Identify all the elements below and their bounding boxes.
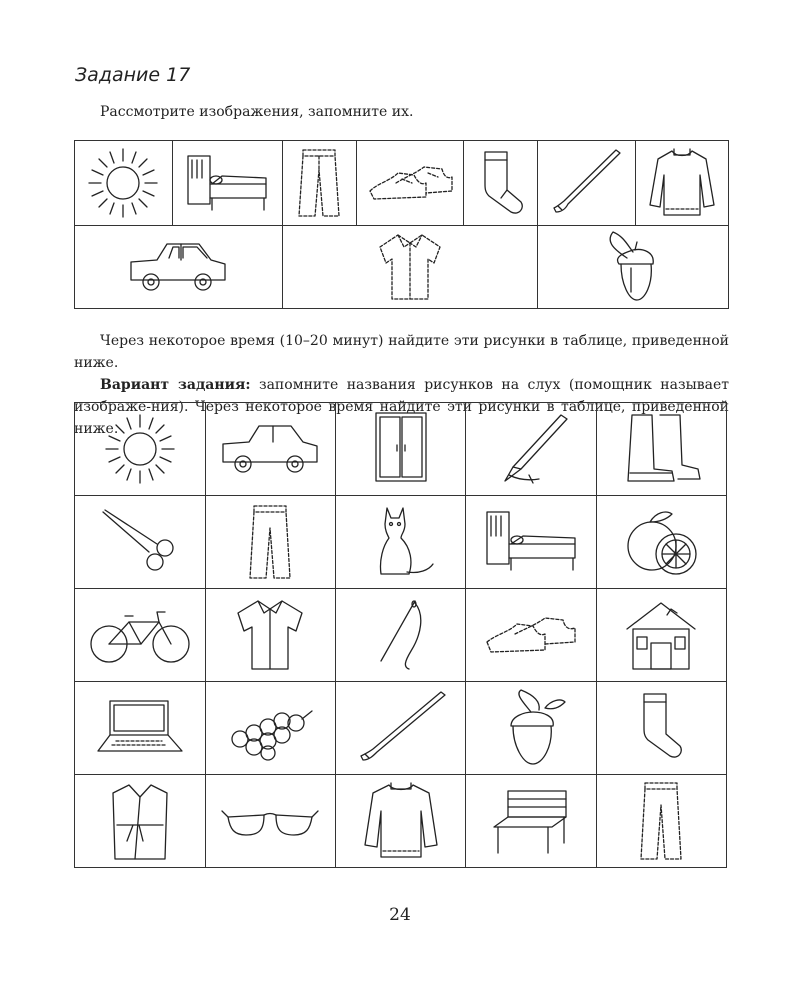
sock-icon xyxy=(471,146,531,220)
cell xyxy=(205,775,336,868)
cell xyxy=(635,141,728,226)
cell xyxy=(537,141,635,226)
cell xyxy=(356,141,464,226)
cell xyxy=(596,403,726,496)
memorize-table xyxy=(74,140,729,309)
search-row-4 xyxy=(75,682,727,775)
memorize-row-2 xyxy=(75,226,729,309)
bench-icon xyxy=(486,783,576,859)
cell xyxy=(75,496,206,589)
cell xyxy=(537,226,728,309)
cell xyxy=(466,682,596,775)
cell xyxy=(336,775,466,868)
cell xyxy=(205,589,336,682)
memorize-row-1 xyxy=(75,141,729,226)
cell xyxy=(75,682,206,775)
orange-icon xyxy=(616,502,706,582)
cell xyxy=(205,403,336,496)
sweater-icon xyxy=(359,779,443,863)
cell xyxy=(75,226,283,309)
shoes-icon xyxy=(483,602,579,668)
pen-icon xyxy=(491,409,571,489)
cell xyxy=(205,496,336,589)
sweater-icon xyxy=(644,145,720,221)
cell xyxy=(282,226,537,309)
shirt-icon xyxy=(230,595,310,675)
bed-icon xyxy=(481,504,581,580)
cell xyxy=(466,403,596,496)
laptop-icon xyxy=(92,693,188,763)
trousers-icon xyxy=(289,146,349,220)
variant-text: запомните названия рисунков на слух (помощник называет изображе-ния). Через некоторое время найдите эти рисунки в таблице, приведенной ниже. xyxy=(74,377,729,437)
sun-icon xyxy=(83,146,163,220)
cell xyxy=(336,589,466,682)
grapes-icon xyxy=(220,693,320,763)
window-icon xyxy=(366,409,436,489)
cell xyxy=(205,682,336,775)
scissors-icon xyxy=(95,504,185,580)
search-table xyxy=(74,402,727,868)
trousers-icon xyxy=(240,502,300,582)
search-row-5 xyxy=(75,775,727,868)
sun-icon xyxy=(100,412,180,486)
cat-icon xyxy=(361,502,441,582)
glasses-icon xyxy=(220,791,320,851)
hockey-stick-icon xyxy=(546,146,626,220)
cell xyxy=(75,403,206,496)
page-number: 24 xyxy=(389,905,411,925)
cell xyxy=(596,496,726,589)
variant-label: Вариант задания: xyxy=(100,377,251,393)
cell xyxy=(336,682,466,775)
bicycle-icon xyxy=(85,600,195,670)
cell xyxy=(336,496,466,589)
car-icon xyxy=(215,414,325,484)
sock-icon xyxy=(626,688,696,768)
boots-icon xyxy=(616,409,706,489)
cell xyxy=(75,141,173,226)
cell xyxy=(596,775,726,868)
house-icon xyxy=(621,595,701,675)
cell xyxy=(464,141,538,226)
task-intro: Рассмотрите изображения, запомните их. xyxy=(100,104,414,120)
cell xyxy=(75,589,206,682)
cell xyxy=(466,589,596,682)
shirt-icon xyxy=(372,229,448,305)
acorn-icon xyxy=(593,228,673,306)
car-icon xyxy=(123,232,233,302)
instruction-1: Через некоторое время (10–20 минут) найдите эти рисунки в таблице, приведенной ниже. xyxy=(74,333,729,371)
cell xyxy=(172,141,282,226)
shoes-icon xyxy=(366,153,454,213)
trousers-icon xyxy=(631,779,691,863)
needle-icon xyxy=(361,595,441,675)
cell xyxy=(336,403,466,496)
search-row-2 xyxy=(75,496,727,589)
cell xyxy=(75,775,206,868)
cell xyxy=(596,682,726,775)
acorn-icon xyxy=(491,688,571,768)
robe-icon xyxy=(105,779,175,863)
task-title: Задание 17 xyxy=(75,64,191,86)
cell xyxy=(282,141,356,226)
search-row-3 xyxy=(75,589,727,682)
hockey-stick-icon xyxy=(351,688,451,768)
search-row-1 xyxy=(75,403,727,496)
cell xyxy=(466,775,596,868)
cell xyxy=(466,496,596,589)
bed-icon xyxy=(182,148,272,218)
cell xyxy=(596,589,726,682)
